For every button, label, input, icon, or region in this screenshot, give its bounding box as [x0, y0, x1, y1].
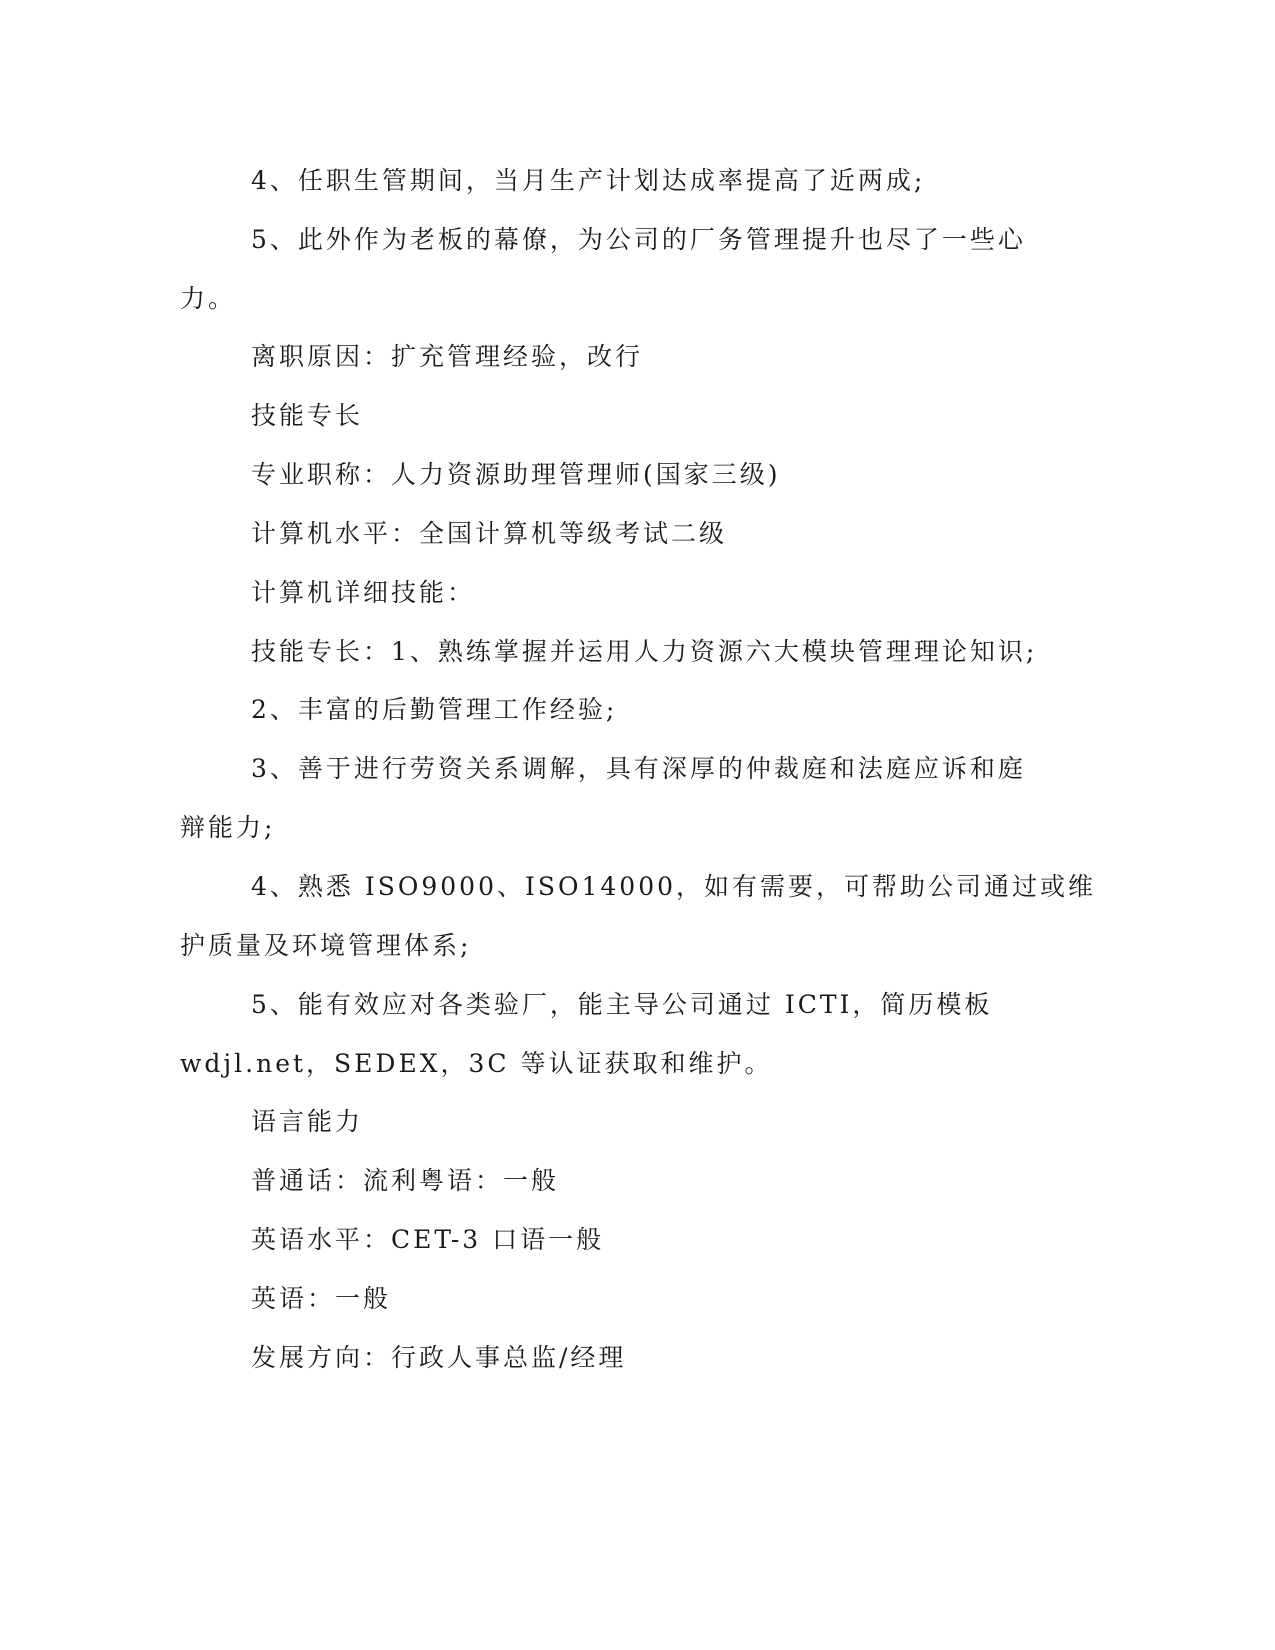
skill-item-2: 2、丰富的后勤管理工作经验; [251, 695, 618, 724]
skill-item-4-continued: 护质量及环境管理体系; [180, 931, 472, 960]
section-heading-skills: 技能专长 [251, 401, 364, 430]
skill-item-4: 4、熟悉 ISO9000、ISO14000，如有需要，可帮助公司通过或维 [251, 872, 1097, 901]
computer-level: 计算机水平：全国计算机等级考试二级 [251, 519, 728, 548]
language-english-level: 英语水平：CET-3 口语一般 [251, 1225, 605, 1254]
achievement-4: 4、任职生管期间，当月生产计划达成率提高了近两成; [251, 166, 926, 195]
professional-title: 专业职称：人力资源助理管理师(国家三级) [251, 460, 781, 489]
section-heading-language: 语言能力 [251, 1107, 364, 1136]
skill-item-3-continued: 辩能力; [180, 813, 276, 842]
career-direction: 发展方向：行政人事总监/经理 [251, 1343, 627, 1372]
skill-item-5-continued: wdjl.net，SEDEX，3C 等认证获取和维护。 [180, 1049, 773, 1078]
skill-item-1: 技能专长：1、熟练掌握并运用人力资源六大模块管理理论知识; [251, 637, 1038, 666]
language-english: 英语：一般 [251, 1284, 392, 1313]
language-mandarin-cantonese: 普通话：流利粤语：一般 [251, 1166, 560, 1195]
achievement-5-continued: 力。 [180, 284, 237, 313]
leaving-reason: 离职原因：扩充管理经验，改行 [251, 342, 644, 371]
skill-item-5: 5、能有效应对各类验厂，能主导公司通过 ICTI，简历模板 [251, 990, 993, 1019]
achievement-5: 5、此外作为老板的幕僚，为公司的厂务管理提升也尽了一些心 [251, 225, 1026, 254]
computer-skills-label: 计算机详细技能： [251, 578, 476, 607]
skill-item-3: 3、善于进行劳资关系调解，具有深厚的仲裁庭和法庭应诉和庭 [251, 754, 1026, 783]
